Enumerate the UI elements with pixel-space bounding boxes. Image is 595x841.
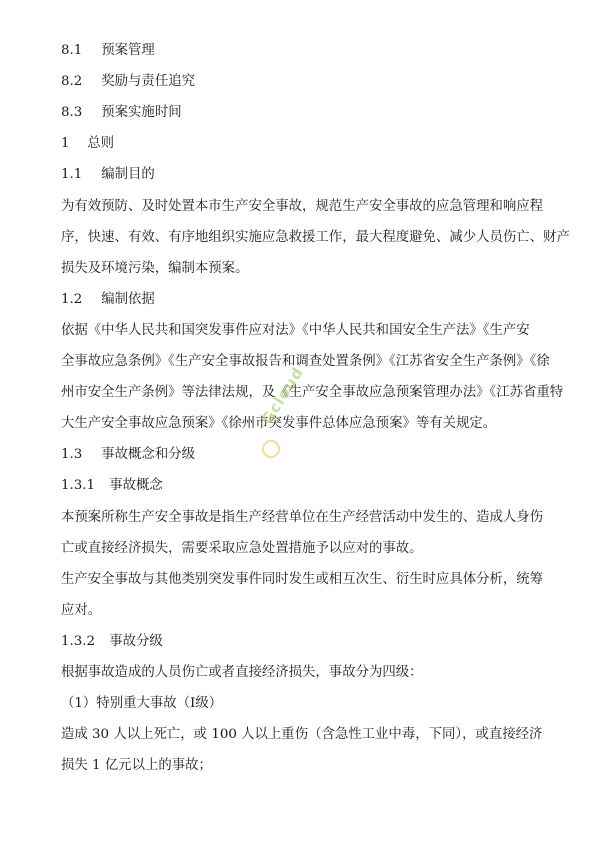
section-heading: 1 总则 bbox=[61, 136, 115, 151]
section-heading: 1.3 事故概念和分级 bbox=[61, 447, 195, 462]
body-text-line: 造成 30 人以上死亡，或 100 人以上重伤（含急性工业中毒，下同），或直接经济 bbox=[61, 727, 543, 742]
section-heading: 1.1 编制目的 bbox=[61, 167, 155, 182]
body-text-line: 亡或直接经济损失，需要采取应急处置措施予以应对的事故。 bbox=[61, 541, 423, 556]
watermark-logo: Gcloud bbox=[258, 363, 308, 428]
body-text-line: （1）特别重大事故（Ⅰ级） bbox=[61, 696, 223, 711]
watermark-ring-icon bbox=[262, 440, 280, 458]
section-heading: 8.1 预案管理 bbox=[61, 43, 155, 58]
section-heading: 1.3.1 事故概念 bbox=[61, 478, 163, 493]
section-heading: 8.2 奖励与责任追究 bbox=[61, 74, 195, 89]
body-text-line: 损失 1 亿元以上的事故； bbox=[61, 758, 212, 773]
body-text-line: 为有效预防、及时处置本市生产安全事故，规范生产安全事故的应急管理和响应程 bbox=[61, 199, 544, 214]
body-text-line: 根据事故造成的人员伤亡或者直接经济损失，事故分为四级： bbox=[61, 665, 423, 680]
section-heading: 1.2 编制依据 bbox=[61, 292, 155, 307]
body-text-line: 损失及环境污染，编制本预案。 bbox=[61, 261, 249, 276]
body-text-line: 大生产安全事故应急预案》《徐州市突发事件总体应急预案》等有关规定。 bbox=[61, 416, 497, 431]
section-heading: 8.3 预案实施时间 bbox=[61, 105, 182, 120]
body-text-line: 全事故应急条例》《生产安全事故报告和调查处置条例》《江苏省安全生产条例》《徐 bbox=[61, 354, 550, 369]
body-text-line: 州市安全生产条例》等法律法规，及《生产安全事故应急预案管理办法》《江苏省重特 bbox=[61, 385, 564, 400]
body-text-line: 生产安全事故与其他类别突发事件同时发生或相互次生、衍生时应具体分析，统筹 bbox=[61, 572, 544, 587]
body-text-line: 序，快速、有效、有序地组织实施应急救援工作，最大程度避免、减少人员伤亡、财产 bbox=[61, 230, 570, 245]
section-heading: 1.3.2 事故分级 bbox=[61, 634, 163, 649]
body-text-line: 依据《中华人民共和国突发事件应对法》《中华人民共和国安全生产法》《生产安 bbox=[61, 323, 530, 338]
body-text-line: 应对。 bbox=[61, 603, 102, 618]
body-text-line: 本预案所称生产安全事故是指生产经营单位在生产经营活动中发生的、造成人身伤 bbox=[61, 510, 544, 525]
